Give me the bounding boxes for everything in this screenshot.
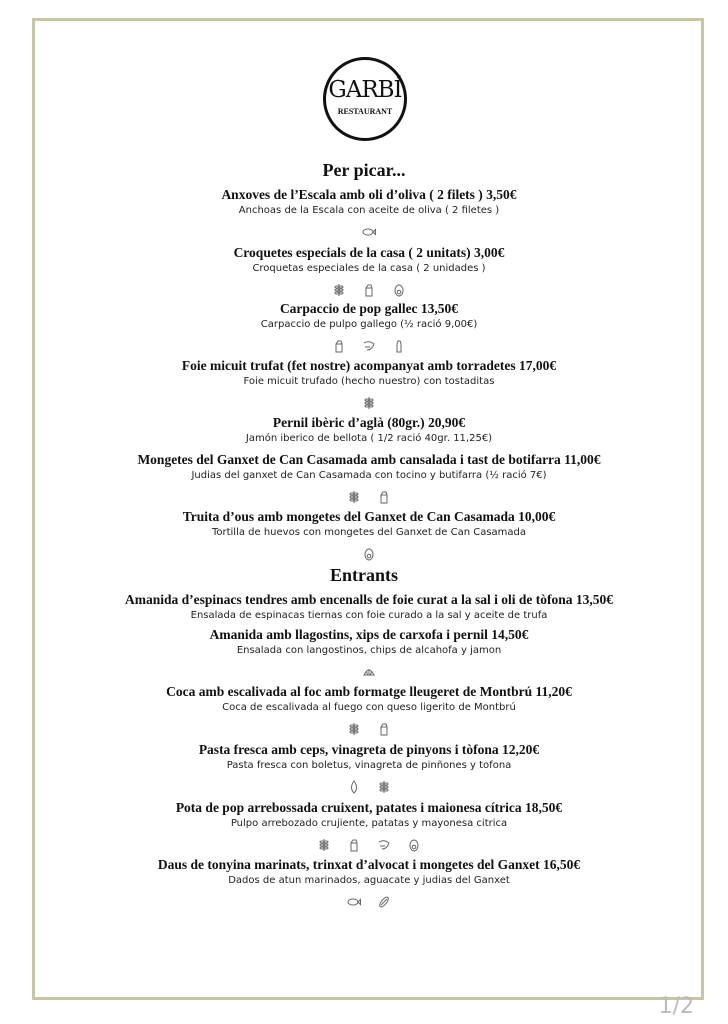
milk-icon (339, 838, 369, 855)
allergen-icons (0, 722, 728, 736)
allergen-icons (0, 283, 728, 297)
menu-item-subtitle: Foie micuit trufado (hecho nuestro) con tostaditas (243, 376, 495, 387)
menu-item-title: Daus de tonyina marinats, trinxat d’alvocat i mongetes del Ganxet 16,50€ (157, 857, 581, 872)
menu-item-title: Coca amb escalivada al foc amb formatge lleugeret de Montbrú 11,20€ (166, 684, 572, 699)
menu-item-subtitle: Ensalada de espinacas tiernas con foie curado a la sal y aceite de trufa (190, 610, 548, 621)
menu-item-title: Truita d’ous amb mongetes del Ganxet de Can Casamada 10,00€ (182, 509, 556, 524)
mollusc-icon (354, 665, 384, 682)
allergen-icons (0, 838, 728, 852)
menu-item-subtitle: Judias del ganxet de Can Casamada con tocino y butifarra (½ ració 7€) (191, 470, 547, 481)
gluten-icon (309, 838, 339, 855)
logo-name: GARBÍ (328, 77, 402, 103)
gluten-icon (339, 490, 369, 507)
menu-item-subtitle: Ensalada con langostinos, chips de alcahofa y jamon (236, 645, 502, 656)
menu-item-subtitle: Coca de escalivada al fuego con queso ligerito de Montbrú (222, 702, 516, 713)
crustacean-icon (354, 339, 384, 356)
gluten-icon (369, 780, 399, 797)
menu-item-subtitle: Pasta fresca con boletus, vinagreta de pinñones y tofona (226, 760, 512, 771)
egg-icon (384, 283, 414, 300)
egg-icon (354, 547, 384, 564)
menu-item-title: Amanida amb llagostins, xips de carxofa i pernil 14,50€ (209, 627, 529, 642)
page-indicator: 1/2 (658, 994, 694, 1019)
milk-icon (369, 722, 399, 739)
allergen-icons (0, 547, 728, 561)
logo-subtitle: RESTAURANT (337, 107, 393, 116)
menu-item-title: Mongetes del Ganxet de Can Casamada amb cansalada i tast de botifarra 11,00€ (137, 452, 601, 467)
menu-item-subtitle: Dados de atun marinados, aguacate y judias del Ganxet (228, 875, 510, 886)
menu-item-title: Pernil ibèric d’aglà (80gr.) 20,90€ (272, 415, 466, 430)
allergen-icons (0, 665, 728, 679)
bottle-icon (384, 339, 414, 356)
crustacean-icon (369, 838, 399, 855)
allergen-icons (0, 339, 728, 353)
menu-item-subtitle: Jamón iberico de bellota ( 1/2 ració 40gr. 11,25€) (245, 433, 493, 444)
allergen-icons (0, 396, 728, 410)
restaurant-logo (323, 57, 407, 141)
menu-item-subtitle: Tortilla de huevos con mongetes del Ganxet de Can Casamada (211, 527, 527, 538)
menu-item-title: Pota de pop arrebossada cruixent, patates i maionesa cítrica 18,50€ (175, 800, 563, 815)
milk-icon (354, 283, 384, 300)
section-title: Entrants (329, 565, 398, 585)
menu-item-subtitle: Carpaccio de pulpo gallego (½ ració 9,00€) (260, 319, 478, 330)
gluten-icon (339, 722, 369, 739)
section-title: Per picar... (322, 160, 406, 180)
egg-icon (399, 838, 429, 855)
gluten-icon (324, 283, 354, 300)
milk-icon (369, 490, 399, 507)
nut-icon (339, 780, 369, 797)
menu-item-subtitle: Pulpo arrebozado crujiente, patatas y mayonesa citrica (230, 818, 508, 829)
menu-item-title: Croquetes especials de la casa ( 2 unitats) 3,00€ (233, 245, 505, 260)
allergen-icons (0, 780, 728, 794)
menu-item-title: Foie micuit trufat (fet nostre) acompanyat amb torradetes 17,00€ (181, 358, 557, 373)
menu-item-title: Pasta fresca amb ceps, vinagreta de pinyons i tòfona 12,20€ (198, 742, 540, 757)
fish-icon (354, 225, 384, 242)
menu-item-title: Carpaccio de pop gallec 13,50€ (279, 301, 459, 316)
allergen-icons (0, 490, 728, 504)
gluten-icon (354, 396, 384, 413)
menu-item-title: Anxoves de l’Escala amb oli d’oliva ( 2 filets ) 3,50€ (221, 187, 517, 202)
menu-item-subtitle: Croquetas especiales de la casa ( 2 unidades ) (252, 263, 486, 274)
allergen-icons (0, 895, 728, 909)
menu-item-title: Amanida d’espinacs tendres amb encenalls de foie curat a la sal i oli de tòfona 13,50€ (124, 592, 613, 607)
fish-icon (339, 895, 369, 912)
allergen-icons (0, 225, 728, 239)
peanut-icon (369, 895, 399, 912)
milk-icon (324, 339, 354, 356)
menu-item-subtitle: Anchoas de la Escala con aceite de oliva ( 2 filetes ) (238, 205, 500, 216)
